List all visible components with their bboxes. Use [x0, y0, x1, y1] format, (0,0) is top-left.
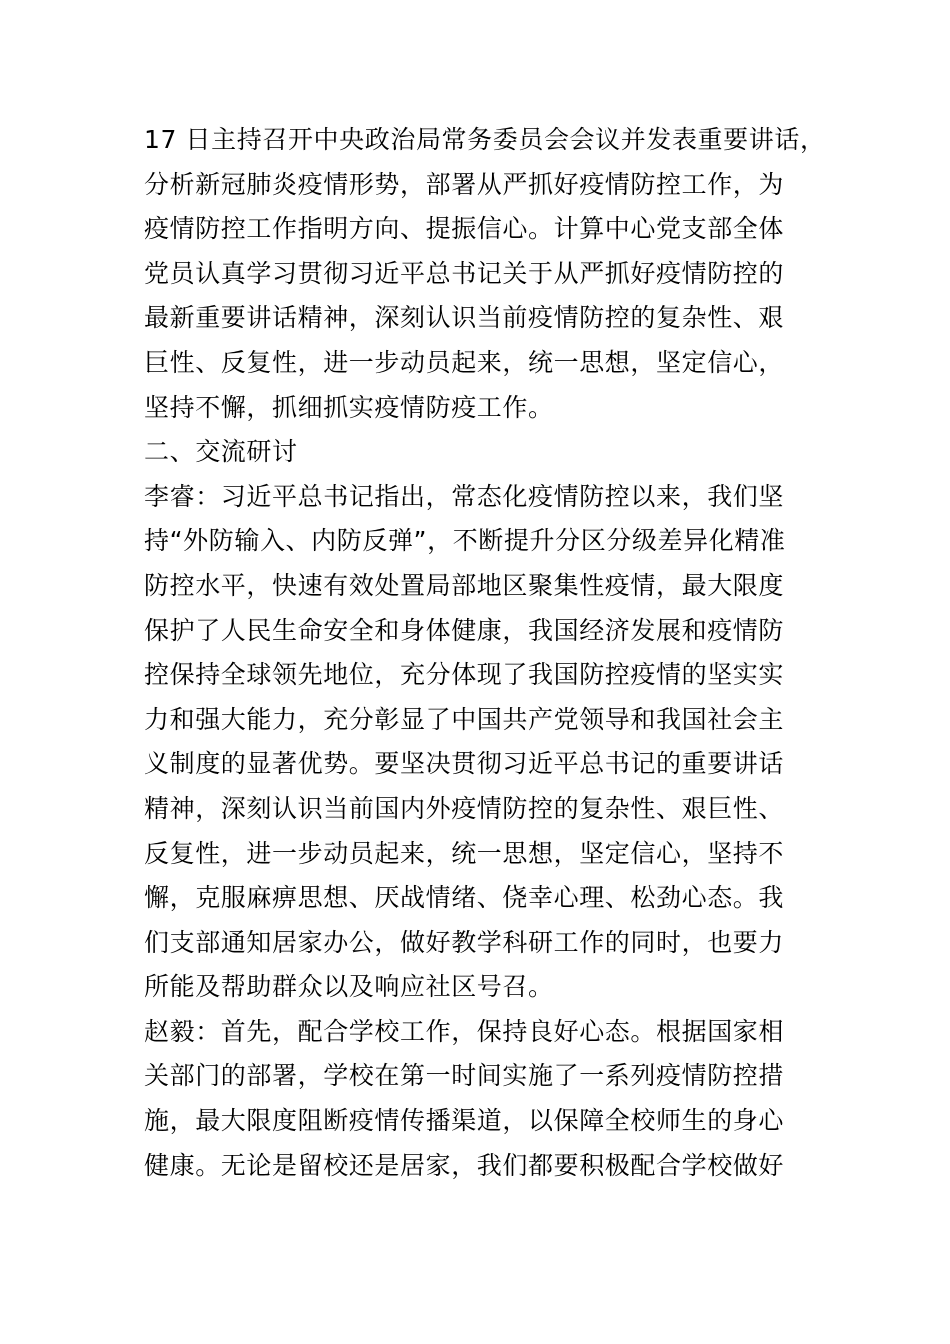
text-line: 们支部通知居家办公，做好教学科研工作的同时，也要力	[144, 927, 785, 957]
text-line: 控保持全球领先地位，充分体现了我国防控疫情的坚实实	[144, 660, 785, 690]
text-line: 巨性、反复性，进一步动员起来，统一思想，坚定信心，	[144, 347, 785, 377]
text-line: 疫情防控工作指明方向、提振信心。计算中心党支部全体	[144, 214, 785, 244]
document-body	[144, 118, 844, 1188]
text-line: 防控水平，快速有效处置局部地区聚集性疫情，最大限度	[144, 570, 785, 600]
text-line: 党员认真学习贯彻习近平总书记关于从严抓好疫情防控的	[144, 258, 785, 288]
text-line: 分析新冠肺炎疫情形势，部署从严抓好疫情防控工作，为	[144, 169, 785, 199]
text-line: 李睿：习近平总书记指出，常态化疫情防控以来，我们坚	[144, 481, 785, 511]
text-line: 反复性，进一步动员起来，统一思想，坚定信心，坚持不	[144, 838, 785, 868]
text-line: 17 日主持召开中央政治局常务委员会会议并发表重要讲话，	[144, 125, 826, 154]
text-line: 健康。无论是留校还是居家，我们都要积极配合学校做好	[144, 1150, 785, 1180]
section-heading: 二、交流研讨	[144, 437, 298, 467]
text-line: 所能及帮助群众以及响应社区号召。	[144, 972, 554, 1002]
text-line: 精神，深刻认识当前国内外疫情防控的复杂性、艰巨性、	[144, 793, 785, 823]
text-line: 持“外防输入、内防反弹”，不断提升分区分级差异化精准	[144, 526, 786, 556]
text-line: 关部门的部署，学校在第一时间实施了一系列疫情防控措	[144, 1061, 785, 1091]
text-line: 坚持不懈，抓细抓实疫情防疫工作。	[144, 392, 554, 422]
text-line: 力和强大能力，充分彰显了中国共产党领导和我国社会主	[144, 704, 785, 734]
text-line: 义制度的显著优势。要坚决贯彻习近平总书记的重要讲话	[144, 749, 785, 779]
text-line: 赵毅：首先，配合学校工作，保持良好心态。根据国家相	[144, 1016, 785, 1046]
text-line: 施，最大限度阻断疫情传播渠道，以保障全校师生的身心	[144, 1106, 785, 1136]
text-line: 最新重要讲话精神，深刻认识当前疫情防控的复杂性、艰	[144, 303, 785, 333]
text-line: 懈，克服麻痹思想、厌战情绪、侥幸心理、松劲心态。我	[144, 883, 785, 913]
text-line: 保护了人民生命安全和身体健康，我国经济发展和疫情防	[144, 615, 785, 645]
